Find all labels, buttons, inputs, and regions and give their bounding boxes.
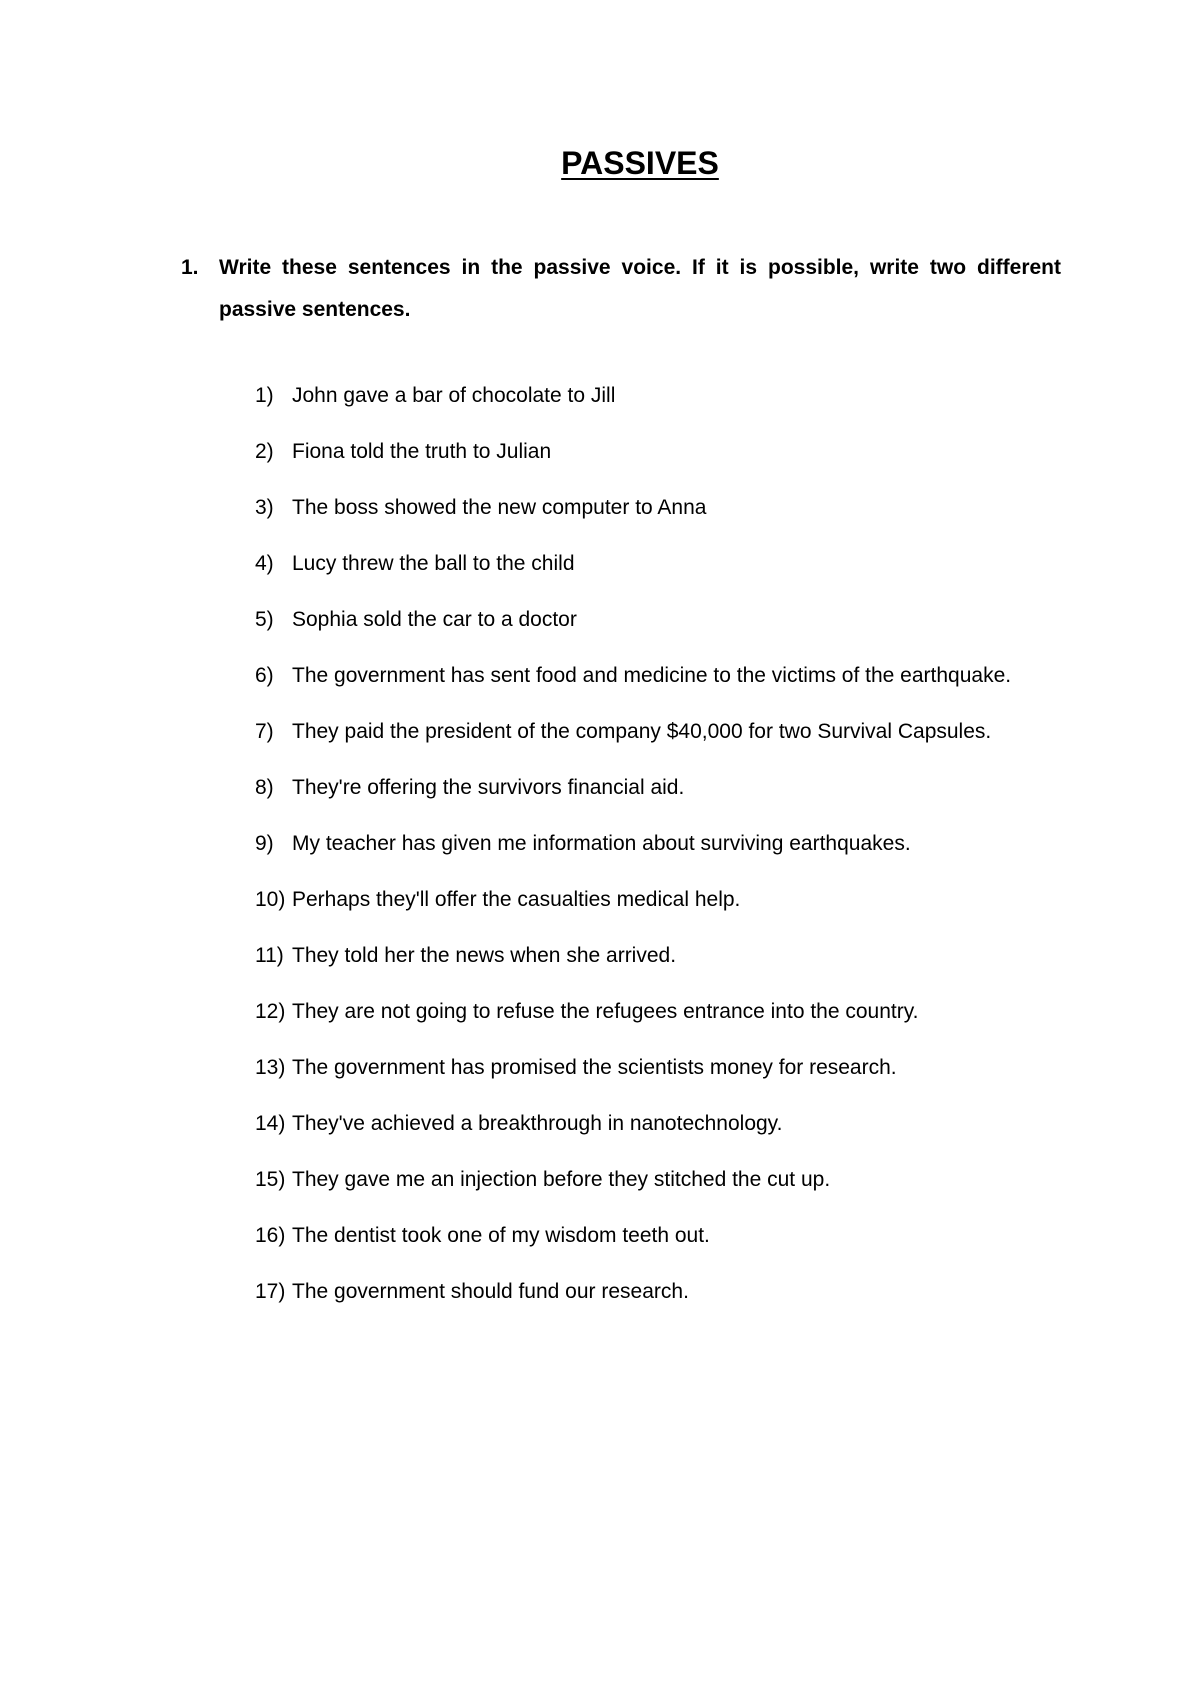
item-text: My teacher has given me information about surviving earthquakes. bbox=[292, 832, 911, 855]
item-text: Fiona told the truth to Julian bbox=[292, 440, 552, 463]
item-number: 8) bbox=[255, 776, 274, 799]
list-item bbox=[255, 592, 1061, 648]
list-item bbox=[255, 1152, 1061, 1208]
item-text: They gave me an injection before they stitched the cut up. bbox=[292, 1168, 831, 1191]
list-item bbox=[255, 760, 1061, 816]
item-text: Lucy threw the ball to the child bbox=[292, 552, 575, 575]
item-text: They paid the president of the company $40,000 for two Survival Capsules. bbox=[292, 720, 992, 743]
list-item bbox=[255, 872, 1061, 928]
list-item bbox=[255, 424, 1061, 480]
item-number: 16) bbox=[255, 1224, 286, 1247]
item-number: 12) bbox=[255, 1000, 286, 1023]
item-text: They told her the news when she arrived. bbox=[292, 944, 677, 967]
list-item bbox=[255, 984, 1061, 1040]
list-item bbox=[255, 648, 1061, 704]
list-item bbox=[255, 1040, 1061, 1096]
item-text: The government should fund our research. bbox=[292, 1280, 689, 1303]
list-item bbox=[255, 928, 1061, 984]
page-title: PASSIVES bbox=[561, 145, 719, 181]
item-number: 7) bbox=[255, 720, 274, 743]
item-text: Perhaps they'll offer the casualties medical help. bbox=[292, 888, 741, 911]
item-number: 14) bbox=[255, 1112, 286, 1135]
sentence-list bbox=[255, 368, 1061, 1320]
exercise-number: 1. bbox=[181, 256, 199, 279]
item-number: 5) bbox=[255, 608, 274, 631]
item-number: 15) bbox=[255, 1168, 286, 1191]
item-number: 13) bbox=[255, 1056, 286, 1079]
list-item bbox=[255, 816, 1061, 872]
item-text: The government has promised the scientists money for research. bbox=[292, 1056, 897, 1079]
item-number: 2) bbox=[255, 440, 274, 463]
item-number: 6) bbox=[255, 664, 274, 687]
item-number: 4) bbox=[255, 552, 274, 575]
item-number: 3) bbox=[255, 496, 274, 519]
item-text: They are not going to refuse the refugees entrance into the country. bbox=[292, 1000, 919, 1023]
list-item bbox=[255, 704, 1061, 760]
list-item bbox=[255, 1096, 1061, 1152]
item-number: 9) bbox=[255, 832, 274, 855]
item-text: The dentist took one of my wisdom teeth out. bbox=[292, 1224, 710, 1247]
item-number: 1) bbox=[255, 384, 274, 407]
list-item bbox=[255, 1208, 1061, 1264]
item-number: 10) bbox=[255, 888, 286, 911]
list-item bbox=[255, 536, 1061, 592]
list-item bbox=[255, 368, 1061, 424]
item-number: 17) bbox=[255, 1280, 286, 1303]
item-text: The boss showed the new computer to Anna bbox=[292, 496, 707, 519]
item-text: John gave a bar of chocolate to Jill bbox=[292, 384, 616, 407]
item-number: 11) bbox=[255, 944, 284, 967]
list-item bbox=[255, 1264, 1061, 1320]
item-text: Sophia sold the car to a doctor bbox=[292, 608, 577, 631]
exercise-instruction-text: Write these sentences in the passive voice. If it is possible, write two different passive sentences. bbox=[219, 256, 1061, 321]
item-text: The government has sent food and medicine to the victims of the earthquake. bbox=[292, 664, 1012, 687]
item-text: They're offering the survivors financial aid. bbox=[292, 776, 685, 799]
list-item bbox=[255, 480, 1061, 536]
item-text: They've achieved a breakthrough in nanotechnology. bbox=[292, 1112, 783, 1135]
